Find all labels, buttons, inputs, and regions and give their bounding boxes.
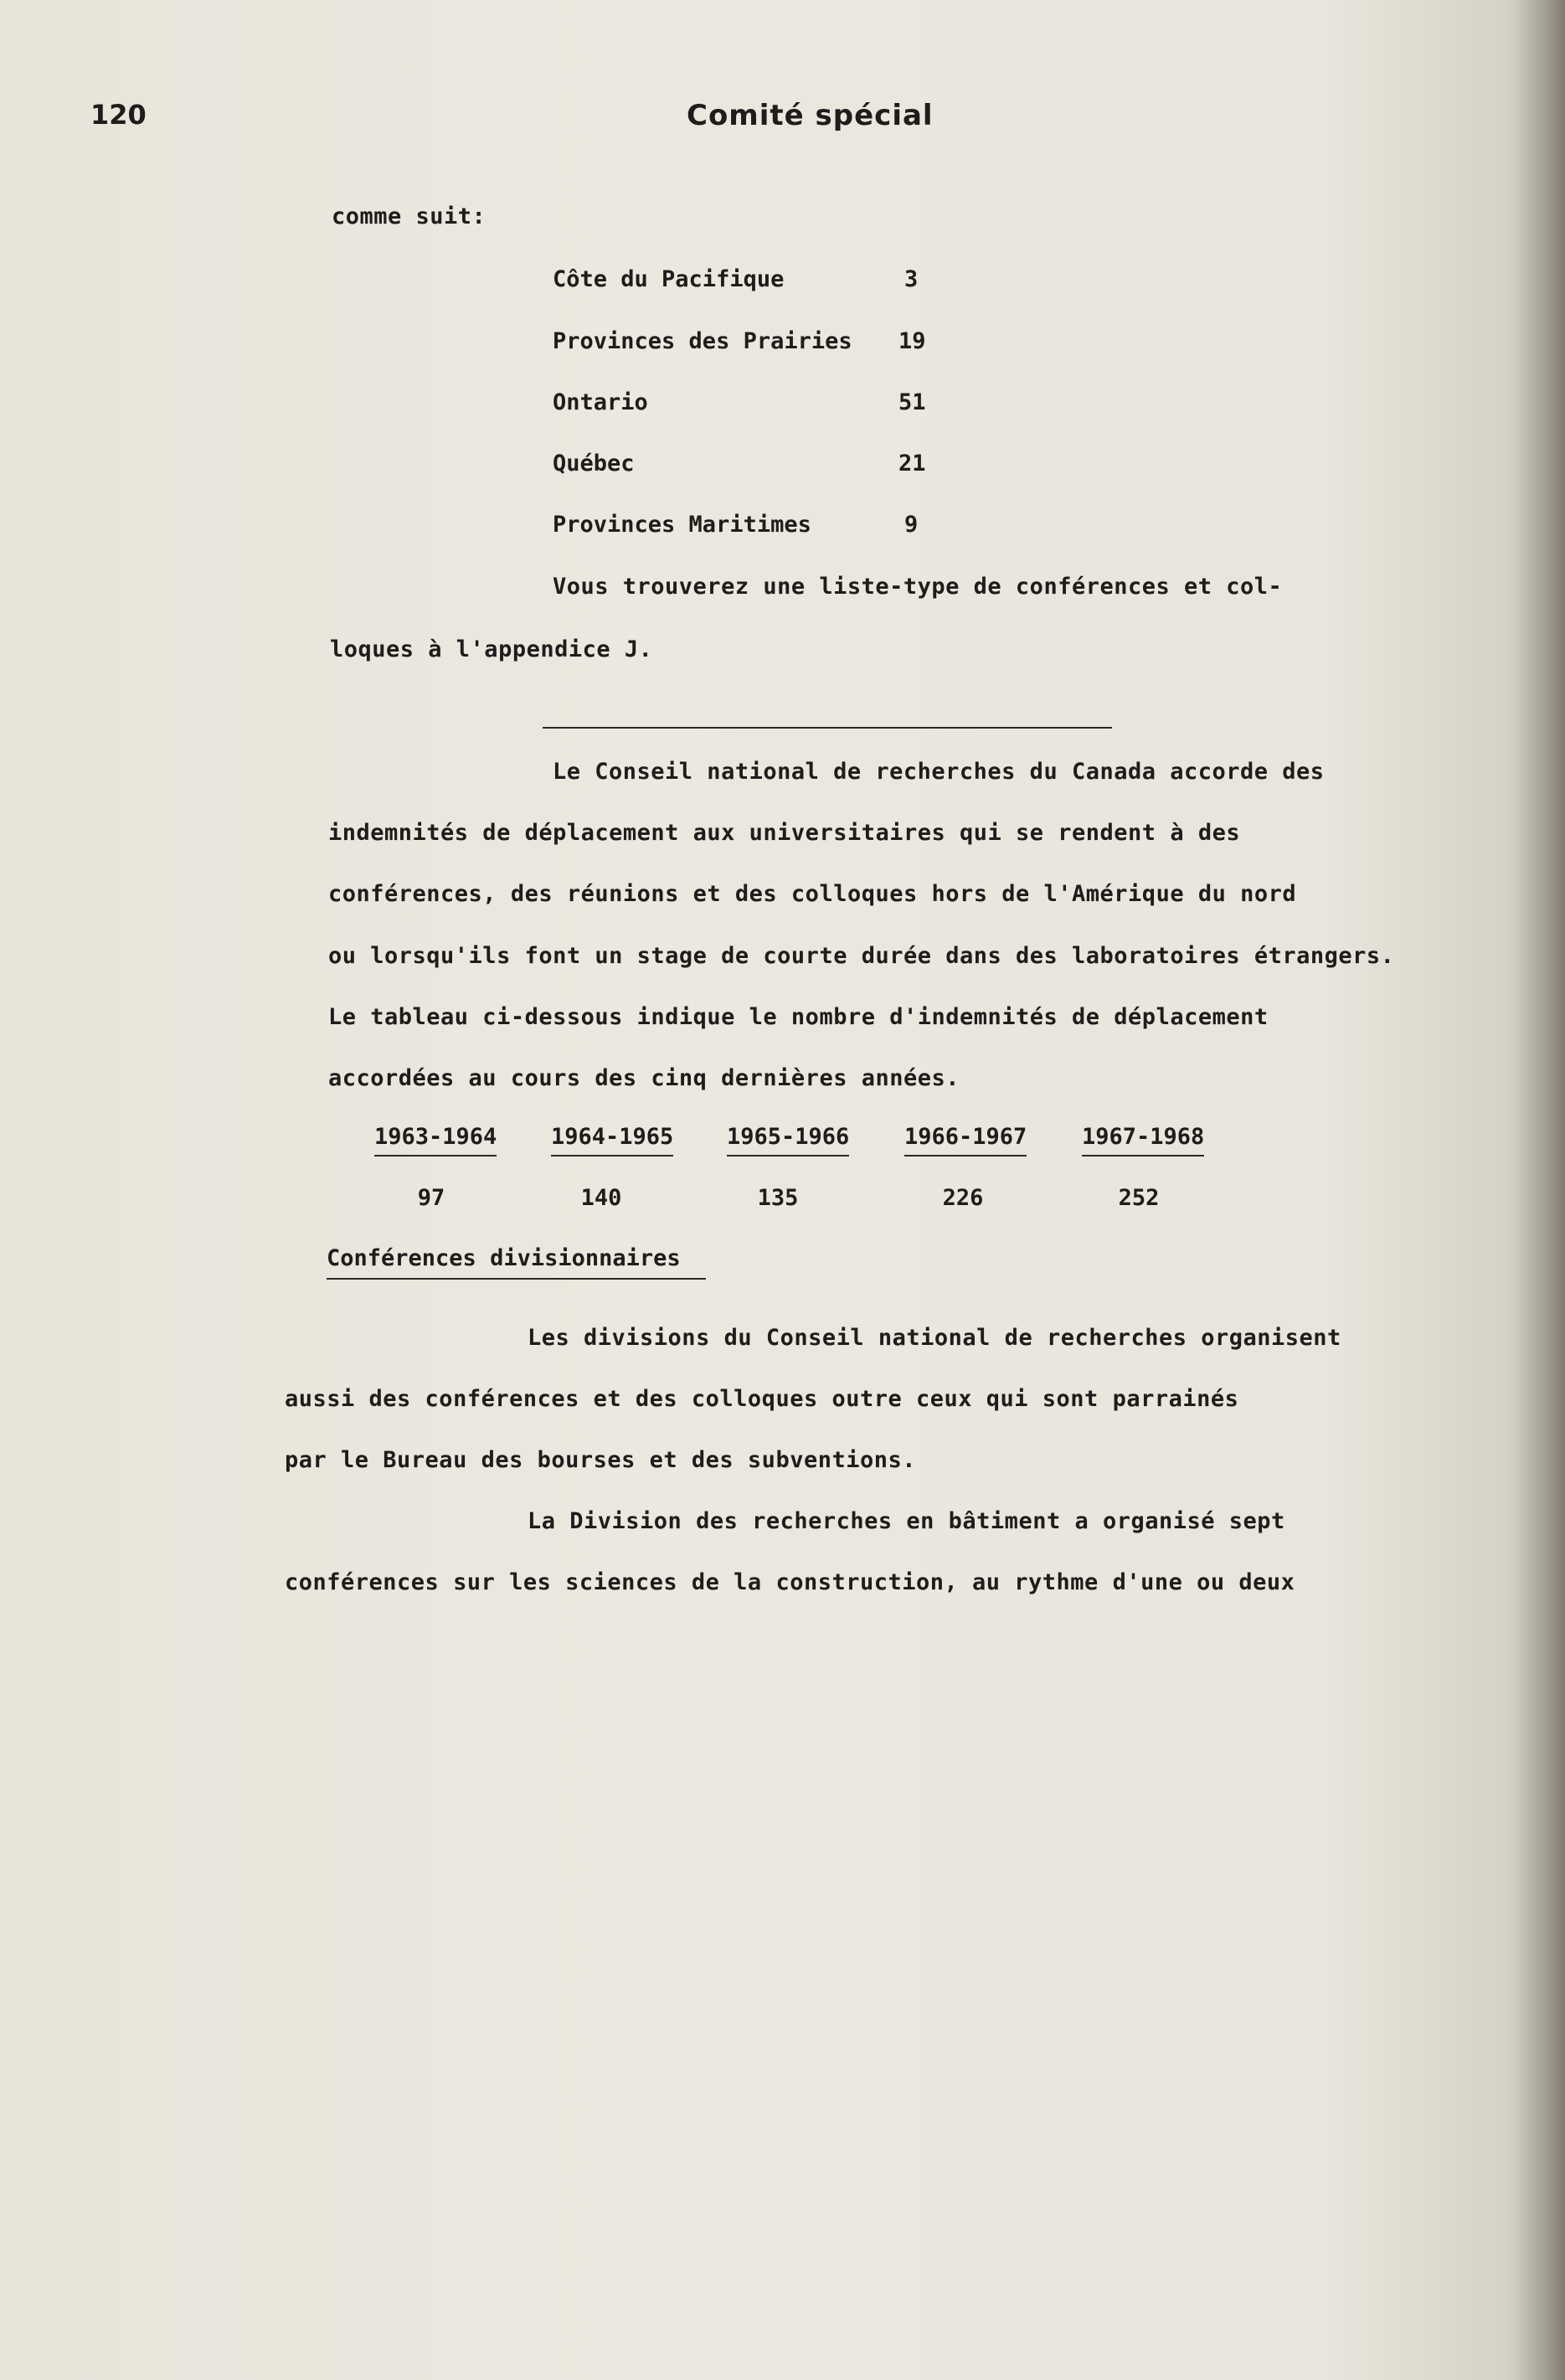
region-name: Provinces des Prairies	[553, 328, 852, 354]
appendix-line-2: loques à l'appendice J.	[330, 636, 653, 662]
table-cell-value: 97	[417, 1185, 445, 1211]
paragraph-line: accordées au cours des cinq dernières années.	[328, 1065, 960, 1091]
paragraph-line: conférences, des réunions et des colloques hors de l'Amérique du nord	[328, 881, 1297, 907]
paragraph-line: La Division des recherches en bâtiment a organisé sept	[528, 1508, 1285, 1534]
region-name: Provinces Maritimes	[553, 512, 811, 538]
paragraph-line: indemnités de déplacement aux universitaires qui se rendent à des	[328, 820, 1241, 846]
region-name: Côte du Pacifique	[553, 266, 785, 292]
paragraph-line: Le tableau ci-dessous indique le nombre d'indemnités de déplacement	[328, 1004, 1269, 1030]
table-header-year: 1964-1965	[551, 1124, 673, 1157]
table-header-year: 1965-1966	[727, 1124, 849, 1157]
region-count: 9	[904, 512, 919, 538]
table-header-year: 1967-1968	[1082, 1124, 1204, 1157]
table-cell-value: 252	[1118, 1185, 1160, 1211]
book-spine-shadow	[1515, 0, 1565, 2380]
region-count: 19	[898, 328, 926, 354]
region-count: 21	[898, 451, 926, 477]
table-header-year: 1963-1964	[374, 1124, 497, 1157]
paragraph-line: conférences sur les sciences de la construction, au rythme d'une ou deux	[285, 1569, 1295, 1595]
table-cell-value: 135	[757, 1185, 799, 1211]
table-cell-value: 140	[580, 1185, 622, 1211]
region-name: Ontario	[553, 389, 648, 415]
table-cell-value: 226	[942, 1185, 984, 1211]
section-heading: Conférences divisionnaires	[327, 1245, 706, 1280]
paragraph-line: par le Bureau des bourses et des subventions.	[285, 1447, 916, 1473]
paragraph-line: aussi des conférences et des colloques outre ceux qui sont parrainés	[285, 1386, 1239, 1412]
region-count: 51	[898, 389, 926, 415]
region-name: Québec	[553, 451, 635, 477]
paragraph-line: Les divisions du Conseil national de recherches organisent	[528, 1325, 1341, 1351]
paragraph-line: Le Conseil national de recherches du Canada accorde des	[553, 759, 1325, 785]
appendix-line-1: Vous trouverez une liste-type de conférences et col-	[553, 574, 1283, 600]
section-divider	[543, 727, 1112, 729]
page-number: 120	[90, 99, 147, 131]
intro-line: comme suit:	[332, 203, 486, 229]
running-title: Comité spécial	[687, 99, 934, 132]
table-header-year: 1966-1967	[904, 1124, 1027, 1157]
region-count: 3	[904, 266, 919, 292]
paragraph-line: ou lorsqu'ils font un stage de courte durée dans des laboratoires étrangers.	[328, 943, 1395, 969]
